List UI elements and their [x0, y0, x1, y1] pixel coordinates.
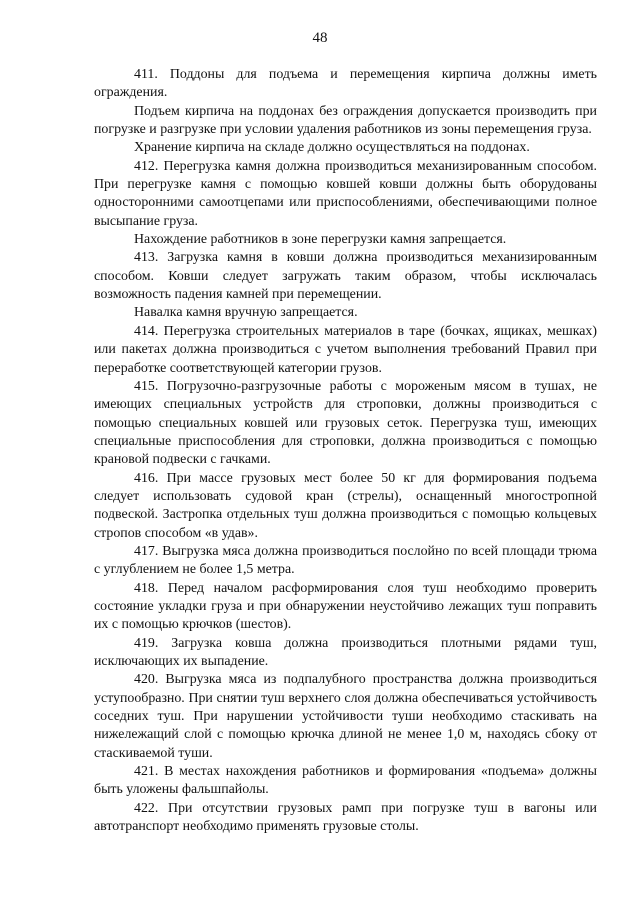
page-number: 48 [312, 30, 328, 46]
paragraph-416: 416. При массе грузовых мест более 50 кг для формирования подъема следует использовать судовой кран (стрелы), оснащенный многостропной подвеской. Застропка отдельных туш должна производиться с помощью кольцевых стропов способом «в удав». [94, 470, 597, 541]
paragraph-415: 415. Погрузочно-разгрузочные работы с мороженым мясом в тушах, не имеющих специальных устройств для строповки, должны производиться с помощью специальных ковшей или грузовых сеток. Перегрузка туш, имеющих специальные приспособления для строповки, должна производиться с помощью крановой подвески с гачками. [94, 378, 597, 468]
paragraph-brick-lifting: Подъем кирпича на поддонах без ограждения допускается производить при погрузке и разгрузке при условии удаления работников из зоны перемещения груза. [94, 103, 597, 138]
paragraph-422: 422. При отсутствии грузовых рамп при погрузке туш в вагоны или автотранспорт необходимо применять грузовые столы. [94, 800, 597, 835]
paragraph-412: 412. Перегрузка камня должна производиться механизированным способом. При перегрузке камня с помощью ковшей ковши должны быть оборудованы односторонними самоотцепами или приспособлениями, обеспечивающими полное высыпание груза. [94, 158, 597, 229]
paragraph-411: 411. Поддоны для подъема и перемещения кирпича должны иметь ограждения. [94, 67, 597, 101]
paragraph-414: 414. Перегрузка строительных материалов в таре (бочках, ящиках, мешках) или пакетах должна производиться с учетом выполнения требований Правил при переработке соответствующей категории грузов. [94, 323, 597, 376]
paragraph-418: 418. Перед началом расформирования слоя туш необходимо проверить состояние укладки груза и при обнаружении неустойчиво лежащих туш поправить их с помощью крючков (шестов). [94, 580, 597, 633]
paragraph-brick-storage: Хранение кирпича на складе должно осуществляться на поддонах. [134, 140, 530, 156]
paragraph-413: 413. Загрузка камня в ковши должна производиться механизированным способом. Ковши следует загружать таким образом, чтобы исключалась возможность падения камней при перемещении. [94, 250, 597, 303]
paragraph-419: 419. Загрузка ковша должна производиться плотными рядами туш, исключающих их выпадение. [94, 635, 597, 669]
paragraph-421: 421. В местах нахождения работников и формирования «подъема» должны быть уложены фальшпайолы. [94, 764, 597, 798]
paragraph-stone-zone: Нахождение работников в зоне перегрузки камня запрещается. [134, 232, 507, 248]
paragraph-stone-manual: Навалка камня вручную запрещается. [134, 305, 358, 321]
document-body [94, 66, 597, 836]
paragraph-420: 420. Выгрузка мяса из подпалубного пространства должна производиться уступообразно. При снятии туш верхнего слоя должна обеспечиваться устойчивость соседних туш. При нарушении устойчивости туши необходимо стаскивать на нижележащий слой с помощью крючка длиной не менее 1,0 м, находясь сбоку от стаскиваемой туши. [94, 672, 597, 761]
paragraph-417: 417. Выгрузка мяса должна производиться послойно по всей площади трюма с углублением не более 1,5 метра. [94, 543, 597, 578]
